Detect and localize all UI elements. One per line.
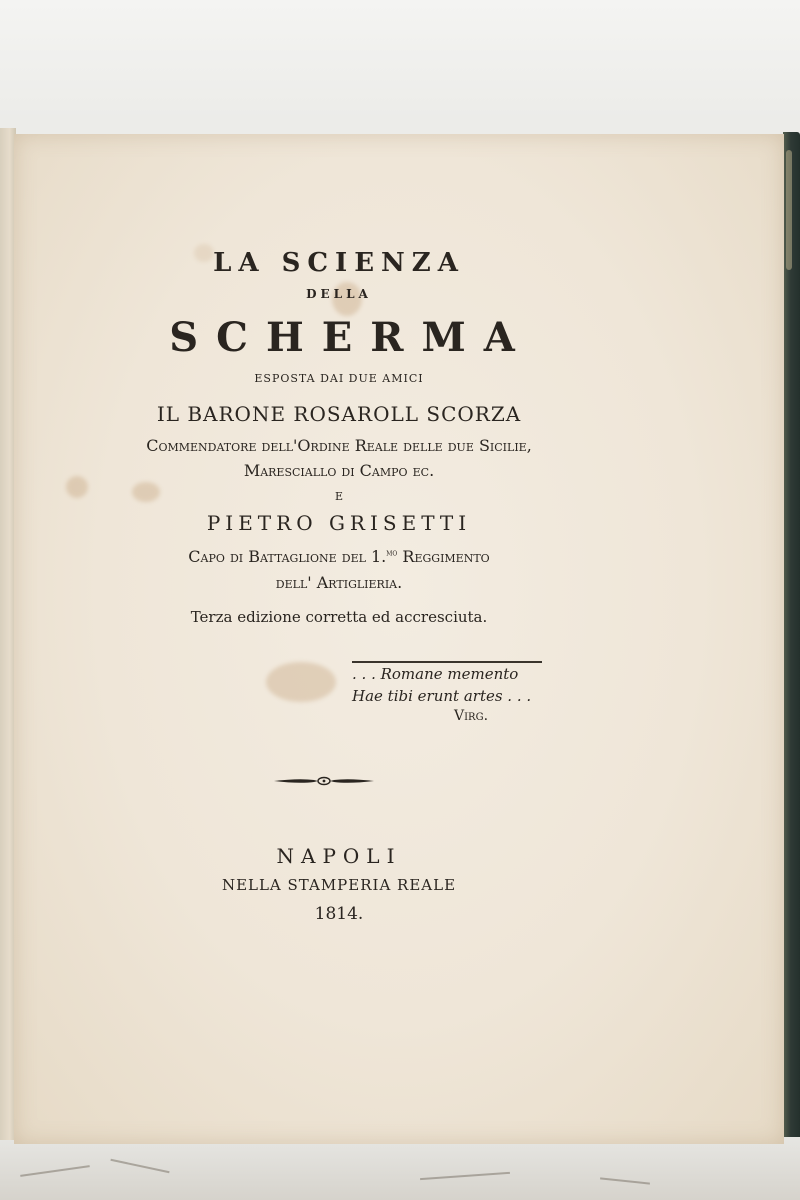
imprint-year: 1814. <box>314 904 364 924</box>
subtitle: ESPOSTA DAI DUE AMICI <box>254 372 424 385</box>
ornament-divider-icon <box>274 774 374 788</box>
cover-edge-highlight <box>786 150 792 270</box>
title-page <box>14 134 784 1144</box>
epigraph-line-1: . . . Romane memento <box>352 665 519 683</box>
author-2-role-end: Reggimento <box>397 547 490 566</box>
imprint-printer: NELLA STAMPERIA REALE <box>221 876 457 894</box>
edition-statement: Terza edizione corretta ed accresciuta. <box>190 608 488 626</box>
author-2-role-start: Capo di Battaglione del 1. <box>188 547 387 566</box>
conjunction: E <box>334 490 344 503</box>
title-line-1: LA SCIENZA <box>213 248 465 278</box>
epigraph-rule <box>352 661 542 663</box>
author-2-role-line-2: dell' Artiglieria. <box>275 573 403 592</box>
author-1-role-line-2: Maresciallo di Campo ec. <box>243 461 435 480</box>
author-2-role-sup: mo <box>386 548 398 559</box>
epigraph-attribution: Virg. <box>454 708 489 724</box>
author-2-name: PIETRO GRISETTI <box>206 511 472 535</box>
title-line-2: DELLA <box>306 287 372 301</box>
author-1-name: IL BARONE ROSAROLL SCORZA <box>156 402 522 426</box>
author-2-role-line-1 <box>14 547 664 566</box>
book-cover-right <box>783 132 800 1137</box>
foxing-stain <box>266 662 336 702</box>
epigraph-line-2: Hae tibi erunt artes . . . <box>352 687 532 705</box>
author-1-role-line-1: Commendatore dell'Ordine Reale delle due Sicilie, <box>146 436 532 455</box>
title-line-3: SCHERMA <box>169 314 533 361</box>
imprint-city: NAPOLI <box>276 844 402 868</box>
